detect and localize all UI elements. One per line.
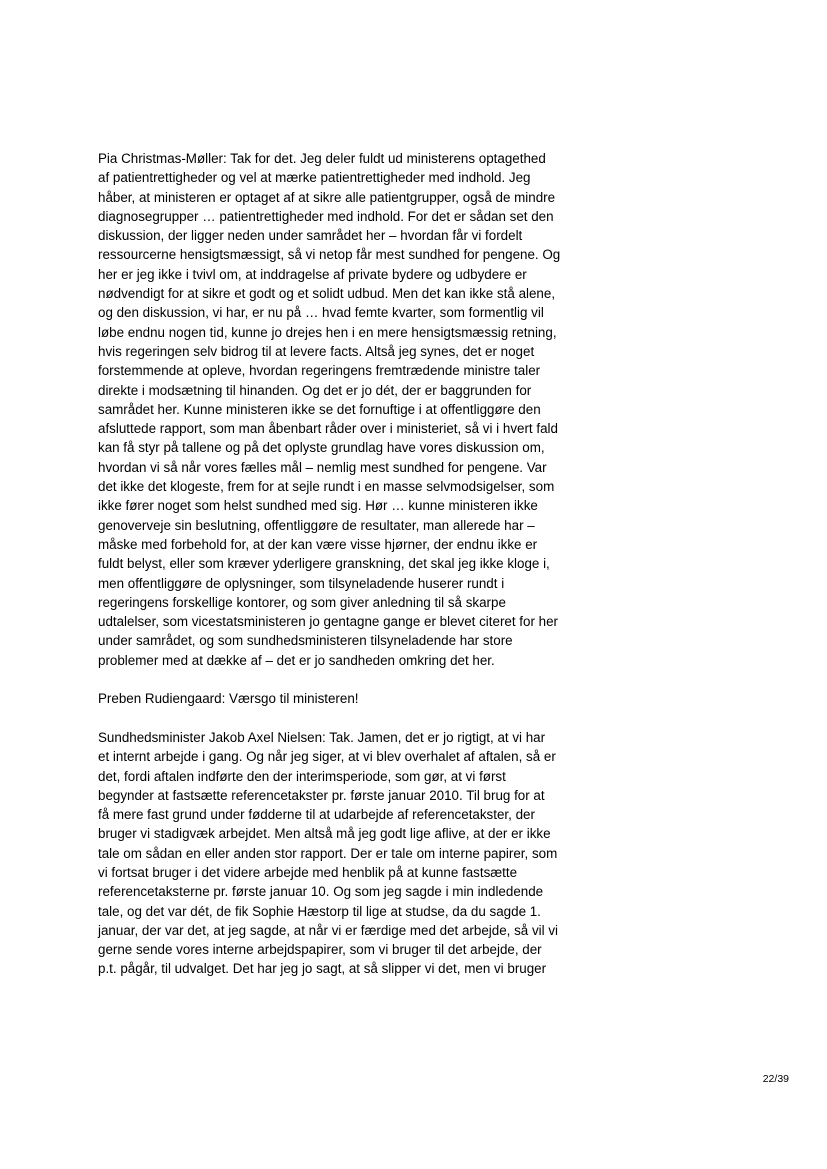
text-line: forstemmende at opleve, hvordan regeringens fremtrædende ministre taler (98, 363, 541, 379)
text-line: regeringens forskellige kontorer, og som giver anledning til så skarpe (98, 594, 506, 610)
text-line: det ikke det klogeste, frem for at sejle rundt i en masse selvmodsigelser, som (98, 479, 555, 495)
text-line: hvordan vi så når vores fælles mål – nemlig mest sundhed for pengene. Var (98, 459, 547, 475)
text-line: her er jeg ikke i tvivl om, at inddragelse af private bydere og udbydere er (98, 266, 527, 282)
text-line: under samrådet, og som sundhedsministeren tilsyneladende har store (98, 633, 513, 649)
text-line: januar, der var det, at jeg sagde, at når vi er færdige med det arbejde, så vil vi (98, 922, 558, 938)
page-number: 22/39 (762, 1073, 789, 1085)
transcript-body (98, 149, 584, 979)
text-line: Pia Christmas-Møller: Tak for det. Jeg deler fuldt ud ministerens optagethed (98, 151, 546, 166)
text-line: fuldt belyst, eller som kræver yderligere granskning, det skal jeg ikke kloge i, (98, 556, 550, 572)
text-line: direkte i modsætning til hinanden. Og det er jo dét, der er baggrunden for (98, 382, 532, 398)
text-line: et internt arbejde i gang. Og når jeg siger, at vi blev overhalet af aftalen, så er (98, 749, 556, 765)
text-line: løbe endnu nogen tid, kunne jo drejes hen i en mere hensigtsmæssig retning, (98, 324, 557, 340)
text-line: kan få styr på tallene og på det oplyste grundlag have vores diskussion om, (98, 440, 545, 456)
text-line: referencetaksterne pr. første januar 10. Og som jeg sagde i min indledende (98, 884, 544, 900)
text-line: afsluttede rapport, som man åbenbart råder over i ministeriet, så vi i hvert fald (98, 421, 558, 437)
text-line: problemer med at dække af – det er jo sandheden omkring det her. (98, 652, 495, 668)
paragraph-pia-christmas-moller (98, 149, 584, 670)
text-line: af patientrettigheder og vel at mærke patientrettigheder med indhold. Jeg (98, 170, 531, 186)
text-line: ikke fører noget som helst sundhed med sig. Hør … kunne ministeren ikke (98, 498, 538, 514)
text-line: diskussion, der ligger neden under samrådet her – hvordan får vi fordelt (98, 228, 523, 244)
text-line: måske med forbehold for, at der kan være visse hjørner, der endnu ikke er (98, 536, 538, 552)
text-line: p.t. pågår, til udvalget. Det har jeg jo sagt, at så slipper vi det, men vi bruger (98, 961, 547, 977)
paragraph-sundhedsminister (98, 728, 584, 979)
text-line: diagnosegrupper … patientrettigheder med indhold. For det er sådan set den (98, 208, 554, 224)
text-line: samrådet her. Kunne ministeren ikke se det fornuftige i at offentliggøre den (98, 401, 541, 417)
text-line: gerne sende vores interne arbejdspapirer, som vi bruger til det arbejde, der (98, 942, 542, 958)
text-line: genoverveje sin beslutning, offentliggøre de resultater, man allerede har – (98, 517, 535, 533)
text-line: bruger vi stadigvæk arbejdet. Men altså må jeg godt lige aflive, at der er ikke (98, 826, 551, 842)
text-line: begynder at fastsætte referencetakster pr. første januar 2010. Til brug for at (98, 787, 545, 803)
text-line: hvis regeringen selv bidrog til at levere facts. Altså jeg synes, det er noget (98, 343, 535, 359)
text-line: men offentliggøre de oplysninger, som tilsyneladende huserer rundt i (98, 575, 505, 591)
text-line: få mere fast grund under fødderne til at udarbejde af referencetakster, der (98, 807, 535, 823)
text-line: vi fortsat bruger i det videre arbejde med henblik på at kunne fastsætte (98, 864, 518, 880)
paragraph-preben-rudiengaard (98, 689, 584, 708)
text-line: nødvendigt for at sikre et godt og et solidt udbud. Men det kan ikke stå alene, (98, 286, 556, 302)
text-line: tale, og det var dét, de fik Sophie Hæstorp til lige at studse, da du sagde 1. (98, 903, 541, 919)
text-line: Sundhedsminister Jakob Axel Nielsen: Tak. Jamen, det er jo rigtigt, at vi har (98, 729, 546, 745)
text-line: ressourcerne hensigtsmæssigt, så vi netop får mest sundhed for pengene. Og (98, 247, 561, 263)
paragraph-spacer (98, 670, 584, 689)
paragraph-spacer (98, 709, 584, 728)
text-line: tale om sådan en eller anden stor rapport. Der er tale om interne papirer, som (98, 845, 558, 861)
text-line: det, fordi aftalen indførte den der interimsperiode, som gør, at vi først (98, 768, 506, 784)
text-line: og den diskussion, vi har, er nu på … hvad femte kvarter, som formentlig vil (98, 305, 544, 321)
text-line: håber, at ministeren er optaget af at sikre alle patientgrupper, også de mindre (98, 189, 556, 205)
text-line: udtalelser, som vicestatsministeren jo gentagne gange er blevet citeret for her (98, 614, 558, 630)
text-line: Preben Rudiengaard: Værsgo til ministeren! (98, 691, 359, 707)
